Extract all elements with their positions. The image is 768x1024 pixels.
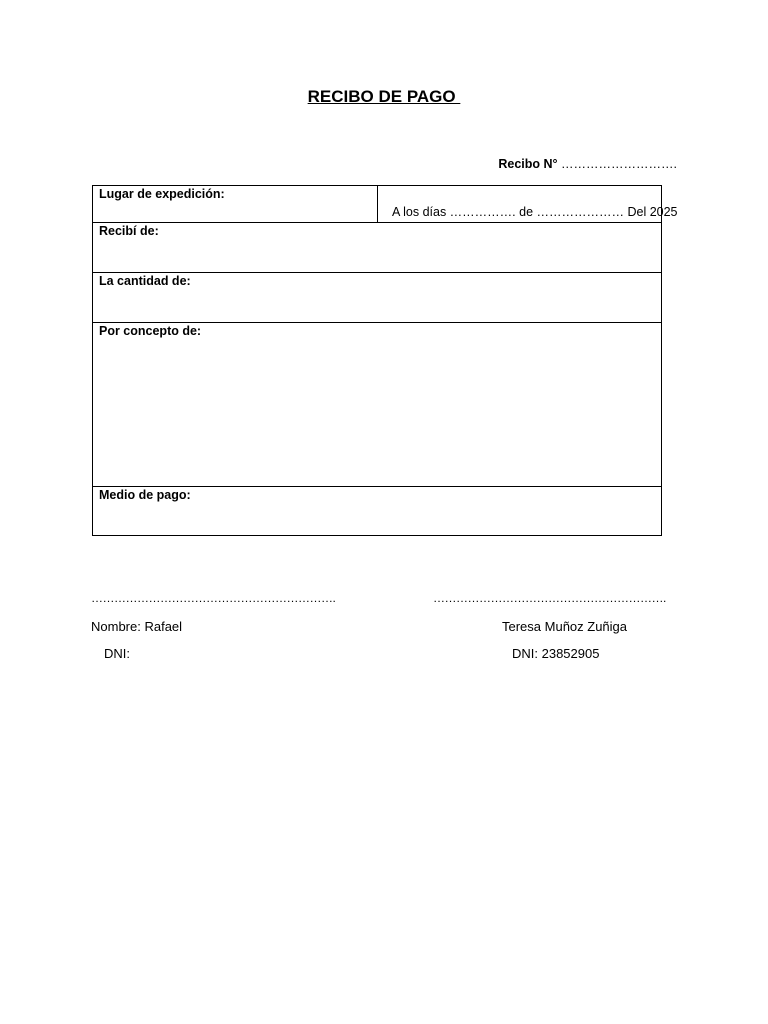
received-from-label: Recibí de: bbox=[99, 224, 159, 238]
row-amount bbox=[93, 273, 661, 323]
date-cell bbox=[377, 186, 678, 222]
row-payment-method bbox=[93, 487, 661, 535]
date-text: A los días ……………. de ………………… Del 2025 bbox=[392, 205, 678, 219]
concept-label: Por concepto de: bbox=[99, 324, 202, 338]
place-label: Lugar de expedición: bbox=[99, 187, 225, 201]
signature-line-left: ………………………………………………………. bbox=[91, 591, 336, 605]
row-place-date bbox=[93, 186, 678, 223]
page-title: RECIBO DE PAGO bbox=[307, 87, 461, 106]
receipt-number bbox=[498, 157, 677, 171]
payment-method-label: Medio de pago: bbox=[99, 488, 191, 502]
signer-right-name: Teresa Muñoz Zuñiga bbox=[502, 619, 628, 634]
receipt-number-value: ………………………. bbox=[557, 157, 677, 171]
row-concept bbox=[93, 323, 661, 487]
amount-label: La cantidad de: bbox=[99, 274, 191, 288]
row-received-from bbox=[93, 223, 661, 273]
signer-right-dni: DNI: 23852905 bbox=[512, 646, 600, 661]
signer-left-dni: DNI: bbox=[104, 646, 130, 661]
signer-left-name: Nombre: Rafael bbox=[91, 619, 183, 634]
signature-line-right: ……………………………………………………. bbox=[433, 591, 666, 605]
receipt-table bbox=[92, 185, 678, 536]
receipt-number-label: Recibo N° bbox=[498, 157, 558, 171]
